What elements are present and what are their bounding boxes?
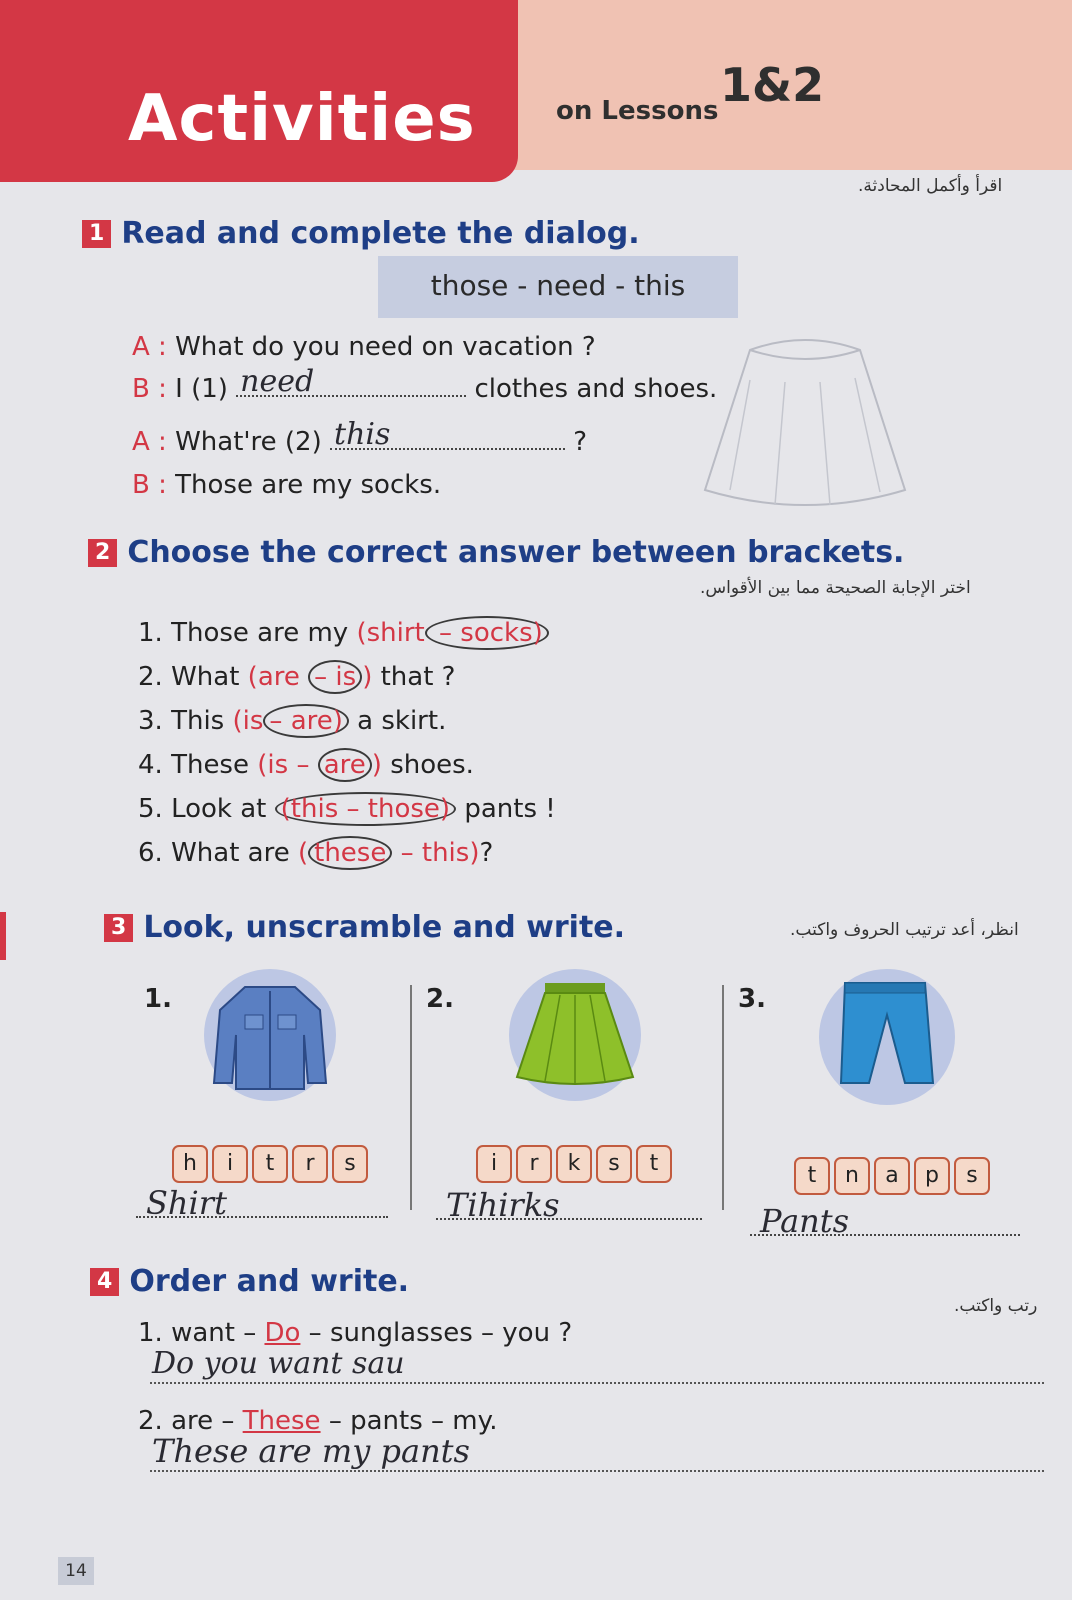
item-text: are –	[171, 1406, 243, 1436]
page-subtitle: on Lessons	[556, 96, 719, 126]
blank-1[interactable]	[236, 364, 466, 399]
item-text: ?	[479, 838, 494, 868]
section4-heading	[90, 1264, 409, 1299]
item-text: What	[171, 662, 240, 692]
section2-heading-text: Choose the correct answer between brackets.	[127, 535, 905, 570]
answer-line-1[interactable]	[136, 1182, 388, 1222]
item-text: that ?	[380, 662, 456, 692]
item-text: a skirt.	[357, 706, 447, 736]
letter-tile: s	[954, 1157, 990, 1195]
panel-2-number: 2.	[426, 984, 454, 1014]
section3-number: 3	[104, 914, 133, 942]
panel-divider	[722, 985, 724, 1210]
page-number: 14	[58, 1557, 94, 1585]
letter-tile: r	[516, 1145, 552, 1183]
order-item-1	[138, 1318, 572, 1348]
option-a-selected[interactable]: these	[308, 836, 392, 870]
letter-tiles-2	[476, 1145, 672, 1183]
option-a[interactable]: is	[267, 750, 289, 780]
handwritten-answer: this	[334, 417, 391, 452]
dialog-text: clothes and shoes.	[474, 374, 718, 404]
option-a[interactable]: shirt	[366, 618, 425, 648]
jacket-picture	[200, 965, 340, 1105]
capitalized-word: Do	[264, 1318, 301, 1348]
option-b-selected[interactable]: are	[290, 706, 333, 736]
choice-item-6: 6. What are ( these – this)?	[138, 838, 494, 868]
letter-tile: p	[914, 1157, 950, 1195]
choice-item-1: 1. Those are my (shirt – socks)	[138, 618, 549, 648]
dialog-line-1	[132, 332, 596, 362]
item-text: What are	[171, 838, 290, 868]
item-number: 3.	[138, 706, 163, 736]
letter-tile: t	[794, 1157, 830, 1195]
item-number: 1.	[138, 618, 163, 648]
handwritten-answer: These are my pants	[152, 1432, 470, 1470]
option-b-selected[interactable]: are	[318, 748, 372, 782]
handwritten-answer: Do you want sau	[152, 1346, 405, 1381]
item-number: 2.	[138, 1406, 163, 1436]
letter-tile: n	[834, 1157, 870, 1195]
letter-tile: t	[252, 1145, 288, 1183]
handwritten-answer: Pants	[760, 1202, 850, 1240]
section2-heading	[88, 535, 904, 570]
blank-2[interactable]	[330, 417, 565, 452]
handwritten-answer: Shirt	[146, 1184, 227, 1222]
letter-tile: i	[212, 1145, 248, 1183]
dialog-text: What do you need on vacation ?	[175, 332, 596, 362]
letter-tile: h	[172, 1145, 208, 1183]
handwritten-answer: need	[240, 364, 315, 399]
skirt-picture	[505, 965, 645, 1105]
dialog-line-4	[132, 470, 441, 500]
item-text: These	[171, 750, 249, 780]
letter-tile: s	[332, 1145, 368, 1183]
section3-heading	[104, 910, 625, 945]
option-a[interactable]: is	[242, 706, 264, 736]
margin-marker	[0, 912, 6, 960]
speaker-label: B :	[132, 374, 167, 404]
section3-arabic: انظر، أعد ترتيب الحروف واكتب.	[790, 920, 1019, 940]
dialog-text: ?	[573, 427, 588, 457]
word-bank: those - need - this	[378, 256, 738, 318]
item-text: Look at	[171, 794, 267, 824]
speaker-label: A :	[132, 332, 167, 362]
pants-picture	[815, 965, 960, 1110]
section2-arabic: اختر الإجابة الصحيحة مما بين الأقواس.	[700, 578, 971, 598]
item-number: 4.	[138, 750, 163, 780]
item-text: Those are my	[171, 618, 349, 648]
dialog-text: I (1)	[175, 374, 228, 404]
section4-arabic: رتب واكتب.	[954, 1296, 1038, 1316]
write-line-1[interactable]	[150, 1382, 1044, 1384]
item-text: This	[171, 706, 225, 736]
option-b[interactable]: this	[421, 838, 470, 868]
section1-heading	[82, 216, 640, 251]
section1-heading-text: Read and complete the dialog.	[121, 216, 640, 251]
letter-tile: r	[292, 1145, 328, 1183]
panel-3-number: 3.	[738, 984, 766, 1014]
dialog-line-3	[132, 417, 588, 457]
choice-item-2: 2. What (are – is ) that ?	[138, 662, 456, 692]
section4-heading-text: Order and write.	[129, 1264, 410, 1299]
write-line-2[interactable]	[150, 1470, 1044, 1472]
section3-heading-text: Look, unscramble and write.	[143, 910, 626, 945]
section1-arabic: اقرأ وأكمل المحادثة.	[858, 176, 1003, 196]
speaker-label: B :	[132, 470, 167, 500]
choice-item-5: 5. Look at (this – those) pants !	[138, 794, 556, 824]
item-number: 2.	[138, 662, 163, 692]
letter-tile: t	[636, 1145, 672, 1183]
item-number: 1.	[138, 1318, 163, 1348]
capitalized-word: These	[242, 1406, 321, 1436]
option-b-selected[interactable]: is	[335, 662, 357, 692]
option-b-selected[interactable]: socks	[460, 618, 533, 648]
letter-tiles-3	[794, 1157, 990, 1195]
letter-tile: s	[596, 1145, 632, 1183]
answer-line-3[interactable]	[750, 1200, 1020, 1240]
choice-item-3: 3. This (is – are) a skirt.	[138, 706, 447, 736]
section4-number: 4	[90, 1268, 119, 1296]
panel-1-number: 1.	[144, 984, 172, 1014]
dialog-text: What're (2)	[175, 427, 322, 457]
page-title: Activities	[128, 82, 476, 156]
section1-number: 1	[82, 220, 111, 248]
section2-number: 2	[88, 539, 117, 567]
dialog-line-2	[132, 364, 718, 404]
option-b-selected[interactable]: those	[367, 794, 440, 824]
item-text: pants !	[464, 794, 556, 824]
item-text: want –	[171, 1318, 265, 1348]
skirt-sketch	[690, 320, 920, 530]
choice-item-4: 4. These (is – are ) shoes.	[138, 750, 474, 780]
speaker-label: A :	[132, 427, 167, 457]
item-text: – sunglasses – you ?	[300, 1318, 573, 1348]
letter-tile: k	[556, 1145, 592, 1183]
panel-divider	[410, 985, 412, 1210]
item-text: shoes.	[390, 750, 474, 780]
letter-tile: a	[874, 1157, 910, 1195]
handwritten-answer: Tihirks	[446, 1186, 560, 1224]
letter-tile: i	[476, 1145, 512, 1183]
item-number: 6.	[138, 838, 163, 868]
answer-line-2[interactable]	[436, 1184, 702, 1224]
item-text: – pants – my.	[320, 1406, 498, 1436]
option-a[interactable]: are	[257, 662, 300, 692]
option-a[interactable]: this	[290, 794, 339, 824]
letter-tiles-1	[172, 1145, 368, 1183]
item-number: 5.	[138, 794, 163, 824]
dialog-text: Those are my socks.	[175, 470, 442, 500]
lesson-numbers: 1&2	[720, 58, 825, 112]
